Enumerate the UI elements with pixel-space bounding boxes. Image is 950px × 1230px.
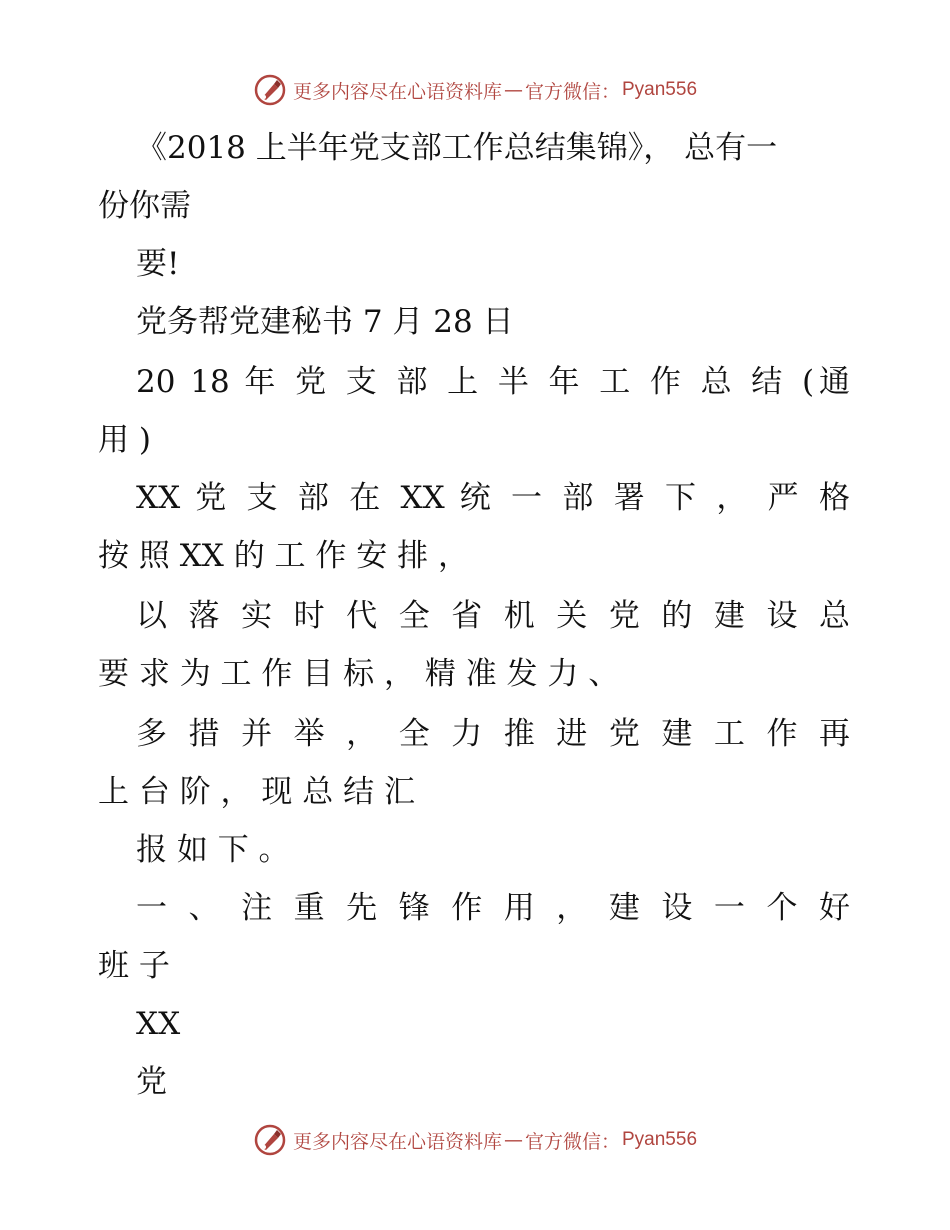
doc-line: 报 如 下 。 — [136, 832, 290, 868]
doc-line: 党 — [136, 1064, 167, 1100]
doc-line: XX 党 支 部 在 XX 统 一 部 署 下 ， 严 格 — [136, 480, 850, 516]
footer-banner — [0, 1120, 950, 1160]
doc-line: 20 18 年 党 支 部 上 半 年 工 作 总 结 (通 — [136, 364, 850, 400]
banner-wechat-label: 官方微信： — [524, 80, 620, 103]
doc-line: 以 落 实 时 代 全 省 机 关 党 的 建 设 总 — [136, 598, 850, 634]
banner-dash: — — [503, 1129, 523, 1151]
doc-line: 用 ) — [98, 422, 151, 458]
doc-line: 多 措 并 举 ， 全 力 推 进 党 建 工 作 再 — [136, 716, 850, 752]
banner-slogan: 更多内容尽在心语资料库 — [292, 80, 502, 103]
banner-slogan: 更多内容尽在心语资料库 — [292, 1130, 502, 1153]
doc-line: 上 台 阶 ， 现 总 结 汇 — [98, 774, 415, 810]
pen-logo-icon — [253, 73, 287, 107]
doc-line: 党务帮党建秘书 7 月 28 日 — [136, 304, 514, 340]
doc-line: 要 求 为 工 作 目 标 ， 精 准 发 力 、 — [98, 656, 620, 692]
pen-logo-icon — [253, 1123, 287, 1157]
doc-line: 要! — [136, 246, 180, 282]
doc-line: 一 、 注 重 先 锋 作 用 ， 建 设 一 个 好 — [136, 890, 850, 926]
banner-wechat-id: Pyan556 — [622, 1129, 698, 1150]
doc-line: 班 子 — [98, 948, 170, 984]
doc-line: 按 照 XX 的 工 作 安 排 ， — [98, 538, 469, 574]
doc-line: XX — [136, 1006, 181, 1042]
doc-line: 《2018 上半年党支部工作总结集锦》， 总有一 — [136, 130, 778, 166]
header-banner — [0, 70, 950, 110]
doc-line: 份你需 — [98, 188, 191, 224]
banner-wechat-label: 官方微信： — [524, 1130, 620, 1153]
banner-dash: — — [503, 79, 523, 101]
banner-wechat-id: Pyan556 — [622, 79, 698, 100]
